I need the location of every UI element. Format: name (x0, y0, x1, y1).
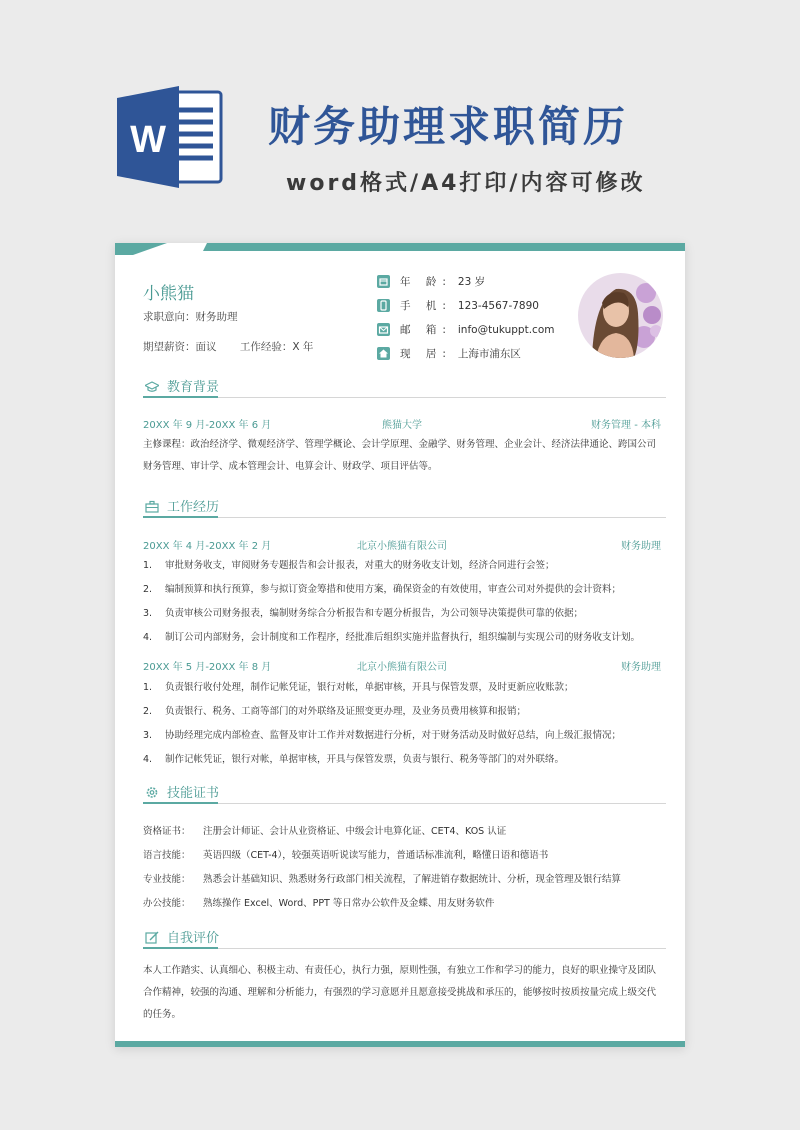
skill-label: 办公技能： (143, 898, 191, 909)
job-date: 20XX 年 5 月-20XX 年 8 月 (143, 662, 272, 673)
list-item (143, 724, 663, 748)
section-underline (143, 396, 218, 398)
item-number: 1. (143, 560, 153, 571)
section-underline (143, 516, 218, 518)
item-text: 制订公司内部财务，会计制度和工作程序，经批准后组织实施并监督执行，组织编制与实现公司的财务收支计划。 (165, 632, 641, 643)
education-title: 教育背景 (167, 380, 220, 395)
calendar-icon (377, 275, 390, 288)
age-value: 23 岁 (457, 276, 486, 288)
phone-label: 手 机: (400, 300, 452, 312)
section-education (143, 374, 666, 398)
list-item (143, 578, 663, 602)
mail-icon (377, 323, 390, 336)
section-self-eval (143, 925, 666, 949)
courses-text: 主修课程：政治经济学、微观经济学、管理学概论、会计学原理、金融学、财务管理、企业会计、经济法律通论、跨国公司财务管理、审计学、成本管理会计、电算会计、财政学、项目评估等。 (143, 439, 657, 472)
graduation-cap-icon (145, 378, 159, 391)
education-date: 20XX 年 9 月-20XX 年 6 月 (143, 420, 272, 431)
salary-experience (143, 339, 313, 354)
intent-value: 财务助理 (195, 311, 238, 323)
intent-label: 求职意向： (143, 311, 196, 323)
item-text: 协助经理完成内部检查、监督及审计工作并对数据进行分析，对于财务活动及时做好总结，向上级汇报情况； (165, 730, 622, 741)
skills-title: 技能证书 (167, 786, 220, 801)
item-number: 3. (143, 730, 153, 741)
resume-sheet (115, 243, 685, 1047)
email-label: 邮 箱: (400, 324, 452, 336)
gear-icon (145, 784, 159, 797)
job-role: 财务助理 (621, 541, 661, 552)
school-name: 熊猫大学 (382, 420, 422, 431)
top-accent-bar (115, 243, 685, 255)
phone-value: 123-4567-7890 (457, 299, 539, 312)
item-text: 负责银行、税务、工商等部门的对外联络及证照变更办理，及业务员费用核算和报销； (165, 706, 527, 717)
job-role: 财务助理 (621, 662, 661, 673)
address-value: 上海市浦东区 (457, 348, 521, 360)
address-label: 现 居: (400, 348, 452, 360)
experience-value: X 年 (292, 341, 314, 353)
word-doc-icon (117, 86, 225, 188)
item-number: 4. (143, 632, 153, 643)
work-title: 工作经历 (167, 500, 220, 515)
item-text: 负责审核公司财务报表，编制财务综合分析报告和专题分析报告，为公司领导决策提供可靠的依据； (165, 608, 584, 619)
education-major: 财务管理 - 本科 (591, 420, 661, 431)
job-date: 20XX 年 4 月-20XX 年 2 月 (143, 541, 272, 552)
bottom-accent-bar (115, 1041, 685, 1047)
phone-icon (377, 299, 390, 312)
contact-age (377, 274, 485, 289)
salary-value: 面议 (195, 341, 217, 353)
home-icon (377, 347, 390, 360)
self-eval-text: 本人工作踏实、认真细心、积极主动、有责任心，执行力强，原则性强，有独立工作和学习的能力，良好的职业操守及团队合作精神，较强的沟通、理解和分析能力，有强烈的学习意愿并且愿意接受挑战和承压的，能够按时按质按量完成上级交代的任务。 (143, 965, 657, 1020)
skill-value: 注册会计师证、会计从业资格证、中级会计电算化证、CET4、KOS 认证 (203, 826, 507, 837)
skill-row (143, 895, 494, 909)
contact-email (377, 322, 554, 337)
profile-photo (578, 273, 663, 358)
item-number: 2. (143, 584, 153, 595)
contact-address (377, 346, 521, 361)
skill-row (143, 871, 621, 885)
experience-label: 工作经验： (239, 341, 293, 353)
list-item (143, 602, 663, 626)
section-underline (143, 802, 218, 804)
company-name: 北京小熊猫有限公司 (357, 541, 447, 552)
list-item (143, 700, 663, 724)
skill-row (143, 823, 506, 837)
page-subtitle: word格式/A4打印/内容可修改 (286, 171, 646, 196)
section-skills (143, 780, 666, 804)
job-2-duties (143, 676, 663, 772)
job-intent (143, 309, 238, 324)
skill-value: 熟悉会计基础知识、熟悉财务行政部门相关流程，了解进销存数据统计、分析，现金管理及银行结算 (203, 874, 622, 885)
age-label: 年 龄: (400, 276, 452, 288)
list-item (143, 676, 663, 700)
skill-value: 英语四级（CET-4），较强英语听说读写能力，普通话标准流利，略懂日语和德语书 (203, 850, 549, 861)
item-text: 制作记帐凭证，银行对帐，单据审核，开具与保管发票，负责与银行、税务等部门的对外联络。 (165, 754, 565, 765)
skill-value: 熟练操作 Excel、Word、PPT 等日常办公软件及金蝶、用友财务软件 (203, 898, 495, 909)
section-underline (143, 947, 218, 949)
skill-label: 专业技能： (143, 874, 191, 885)
page-title: 财务助理求职简历 (268, 102, 629, 151)
item-text: 编制预算和执行预算，参与拟订资金筹措和使用方案，确保资金的有效使用，审查公司对外提供的会计资料； (165, 584, 622, 595)
item-number: 3. (143, 608, 153, 619)
section-work (143, 494, 666, 518)
edit-icon (145, 929, 159, 942)
item-number: 1. (143, 682, 153, 693)
skill-row (143, 847, 548, 861)
salary-label: 期望薪资： (143, 341, 196, 353)
company-name: 北京小熊猫有限公司 (357, 662, 447, 673)
briefcase-icon (145, 498, 159, 511)
item-number: 4. (143, 754, 153, 765)
item-text: 负责银行收付处理，制作记帐凭证，银行对帐，单据审核，开具与保管发票，及时更新应收账款； (165, 682, 574, 693)
list-item (143, 554, 663, 578)
job-1-duties (143, 554, 663, 650)
email-value[interactable]: info@tukuppt.com (457, 323, 555, 336)
list-item (143, 748, 663, 772)
item-text: 审批财务收支，审阅财务专题报告和会计报表，对重大的财务收支计划，经济合同进行会签； (165, 560, 555, 571)
skill-label: 资格证书： (143, 826, 191, 837)
list-item (143, 626, 663, 650)
item-number: 2. (143, 706, 153, 717)
candidate-name: 小熊猫 (143, 284, 194, 304)
contact-phone (377, 298, 539, 313)
self-eval-title: 自我评价 (167, 931, 220, 946)
svg-text:W: W (130, 119, 166, 161)
skill-label: 语言技能： (143, 850, 191, 861)
